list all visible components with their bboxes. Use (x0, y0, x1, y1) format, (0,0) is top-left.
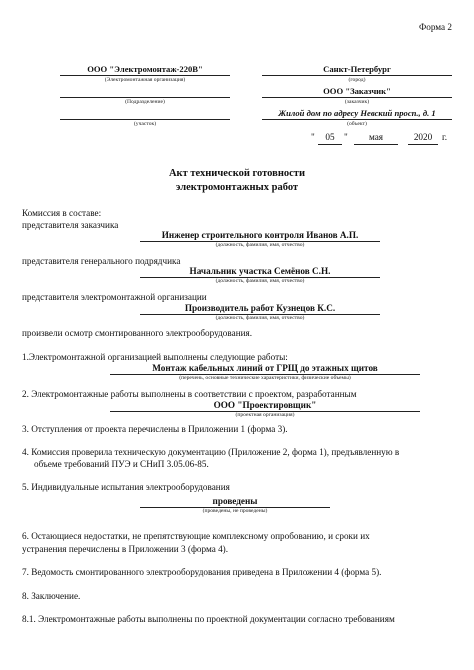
item4-line1: 4. Комиссия проверила техническую документацию (Приложение 2, форма 1), предъявленную в (22, 447, 400, 457)
org-caption: (Электромонтажная организация) (104, 77, 186, 83)
item1-value: Монтаж кабельных линий от ГРЩ до этажных щитов (152, 363, 378, 373)
rep-electro-label: представителя электромонтажной организации (22, 292, 207, 302)
customer-caption: (заказчик) (344, 99, 370, 105)
date-day: 05 (325, 132, 335, 142)
date-year: 2020 (413, 132, 433, 142)
item7-text: 7. Ведомость смонтированного электрооборудования приведена в Приложении 4 (форма 5). (22, 567, 382, 577)
org-line (60, 75, 230, 76)
division-caption: (Подразделение) (125, 99, 165, 105)
item1-text: 1.Электромонтажной организацией выполнены следующие работы: (22, 352, 288, 362)
date-month-line (354, 144, 398, 145)
rep-contractor-label: представителя генерального подрядчика (22, 256, 181, 266)
item4-line2: объеме требований ПУЭ и СНиП 3.05.06-85. (34, 459, 209, 469)
rep-customer-label: представителя заказчика (22, 220, 119, 230)
inspection-text: произвели осмотр смонтированного электрооборудования. (22, 328, 253, 338)
rep-electro-value: Производитель работ Кузнецов К.С. (184, 303, 336, 313)
commission-intro: Комиссия в составе: (22, 208, 102, 218)
rep-contractor-value: Начальник участка Семёнов С.Н. (189, 266, 331, 276)
date-close-quote: " (344, 132, 348, 142)
item5-text: 5. Индивидуальные испытания электрооборудования (22, 482, 230, 492)
rep-contractor-caption: (должность, фамилия, имя, отчество) (215, 278, 305, 284)
date-open-quote: " (311, 132, 315, 142)
city-caption: (город) (348, 77, 366, 83)
item8-text: 8. Заключение. (22, 591, 81, 601)
item81-text: 8.1. Электромонтажные работы выполнены по проектной документации согласно требованиям (22, 614, 395, 624)
item6-line2: устранения перечислены в Приложении 3 (форма 4). (22, 544, 229, 554)
item5-caption: (проведены, не проведены) (202, 508, 268, 514)
item2-value: ООО "Проектировщик" (213, 400, 317, 410)
item2-text: 2. Электромонтажные работы выполнены в соответствии с проектом, разработанным (22, 389, 357, 399)
city-line (262, 75, 452, 76)
item3-text: 3. Отступления от проекта перечислены в Приложении 1 (форма 3). (22, 424, 288, 434)
form-number: Форма 2 (418, 22, 452, 32)
object-name: Жилой дом по адресу Невский просп., д. 1 (278, 108, 436, 118)
rep-customer-caption: (должность, фамилия, имя, отчество) (215, 242, 305, 248)
rep-electro-caption: (должность, фамилия, имя, отчество) (215, 315, 305, 321)
date-month: мая (368, 132, 384, 142)
customer-name: ООО "Заказчик" (323, 86, 391, 96)
item5-value: проведены (212, 496, 258, 506)
item2-caption: (проектная организация) (235, 412, 295, 418)
date-day-line (318, 144, 342, 145)
object-line (262, 119, 452, 120)
division-line (60, 97, 230, 98)
site-caption: (участок) (133, 121, 157, 127)
item1-caption: (перечень, основные технические характеристики, физические объемы) (179, 375, 351, 381)
doc-title-line1: Акт технической готовности (168, 168, 306, 179)
doc-title-line2: электромонтажных работ (175, 182, 299, 193)
customer-line (262, 97, 452, 98)
city-name: Санкт-Петербург (323, 64, 391, 74)
date-suffix: г. (442, 132, 448, 142)
rep-customer-value: Инженер строительного контроля Иванов А.П. (161, 230, 359, 240)
site-line (60, 119, 230, 120)
object-caption: (объект) (347, 121, 367, 127)
org-name: ООО "Электромонтаж-220В" (87, 64, 203, 74)
date-year-line (408, 144, 438, 145)
item6-line1: 6. Остающиеся недостатки, не препятствующие комплексному опробованию, и сроки их (22, 531, 370, 541)
